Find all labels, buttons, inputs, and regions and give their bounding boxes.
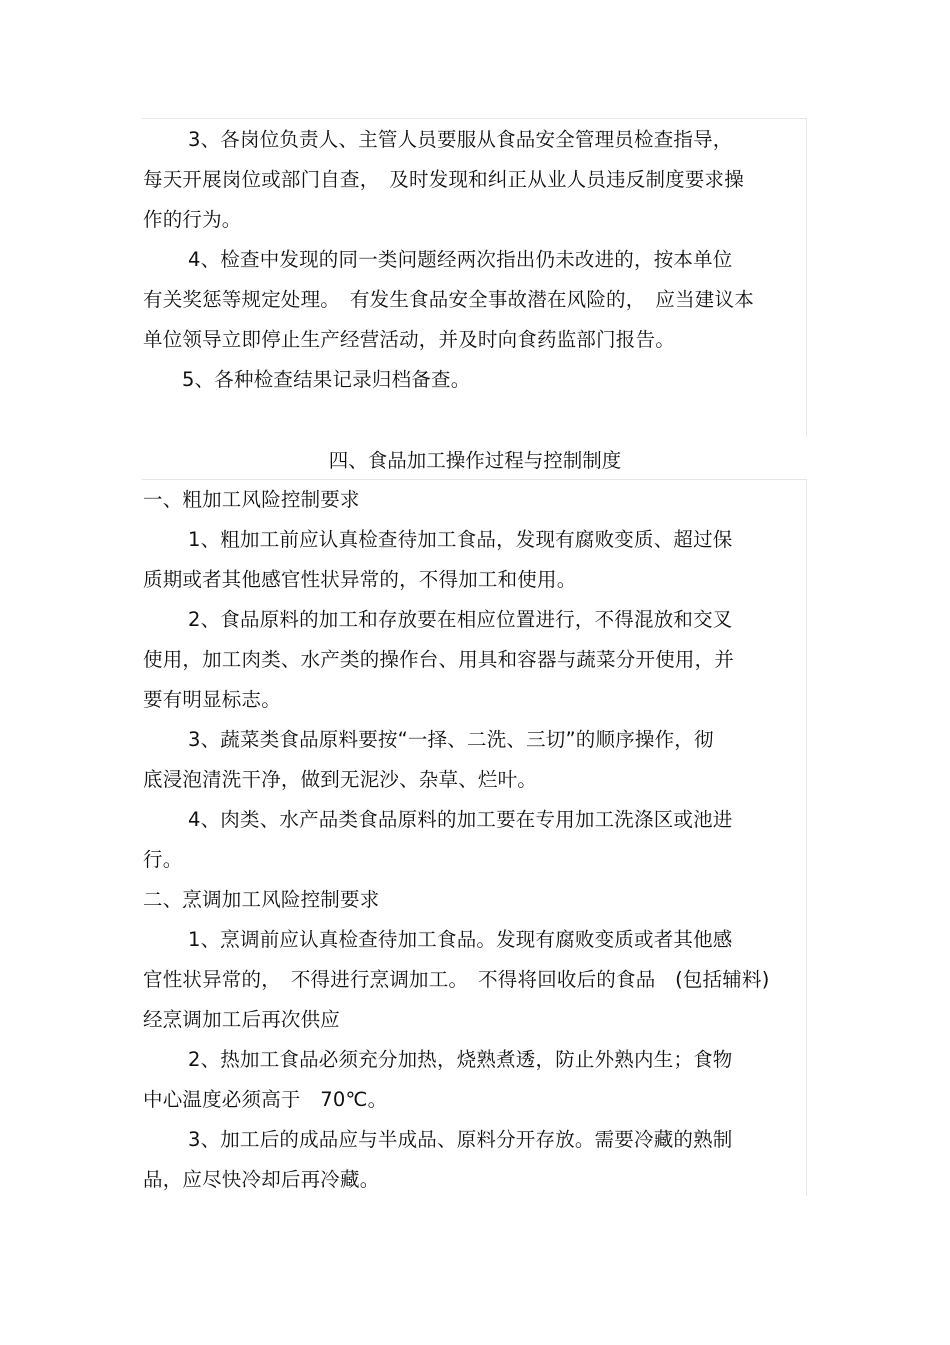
- item-3-line-1: 3、各岗位负责人、主管人员要服从食品安全管理员检查指导，: [188, 128, 733, 151]
- part-1-heading: 一、粗加工风险控制要求: [143, 488, 360, 511]
- part-1-item-4-line-1: 4、肉类、水产品类食品原料的加工要在专用加工洗涤区或池进: [188, 808, 733, 831]
- part-1-item-4-line-2: 行。: [143, 848, 183, 871]
- part-1-item-2-line-3: 要有明显标志。: [143, 688, 281, 711]
- part-1-item-3-line-1: 3、蔬菜类食品原料要按“一择、二洗、三切”的顺序操作，彻: [188, 728, 714, 751]
- part-1-item-1-line-2: 质期或者其他感官性状异常的，不得加工和使用。: [143, 568, 577, 591]
- item-3-line-3: 作的行为。: [143, 208, 242, 231]
- part-2-heading: 二、烹调加工风险控制要求: [143, 888, 380, 911]
- part-2-item-3-line-1: 3、加工后的成品应与半成品、原料分开存放。需要冷藏的熟制: [188, 1128, 733, 1151]
- part-2-item-2-line-1: 2、热加工食品必须充分加热，烧熟煮透，防止外熟内生；食物: [188, 1048, 733, 1071]
- part-1-item-1-line-1: 1、粗加工前应认真检查待加工食品，发现有腐败变质、超过保: [188, 528, 733, 551]
- part-2-item-2-line-2: 中心温度必须高于 70℃。: [143, 1088, 388, 1111]
- part-1-item-2-line-2: 使用，加工肉类、水产类的操作台、用具和容器与蔬菜分开使用，并: [143, 648, 735, 671]
- item-5-line-1: 5、各种检查结果记录归档备查。: [182, 368, 471, 391]
- part-2-item-3-line-2: 品，应尽快冷却后再冷藏。: [143, 1168, 380, 1191]
- part-2-item-1-line-2: 官性状异常的， 不得进行烹调加工。 不得将回收后的食品 (包括辅料): [143, 968, 770, 991]
- part-2-item-1-line-3: 经烹调加工后再次供应: [143, 1008, 341, 1031]
- part-2-item-1-line-1: 1、烹调前应认真检查待加工食品。发现有腐败变质或者其他感: [188, 928, 733, 951]
- section-4-title: 四、食品加工操作过程与控制制度: [328, 449, 622, 472]
- part-1-item-2-line-1: 2、食品原料的加工和存放要在相应位置进行，不得混放和交叉: [188, 608, 733, 631]
- part-1-item-3-line-2: 底浸泡清洗干净，做到无泥沙、杂草、烂叶。: [143, 768, 538, 791]
- item-4-line-3: 单位领导立即停止生产经营活动，并及时向食药监部门报告。: [143, 328, 675, 351]
- item-3-line-2: 每天开展岗位或部门自查， 及时发现和纠正从业人员违反制度要求操: [143, 168, 744, 191]
- item-4-line-1: 4、检查中发现的同一类问题经两次指出仍未改进的，按本单位: [188, 248, 733, 271]
- item-4-line-2: 有关奖惩等规定处理。 有发生食品安全事故潜在风险的， 应当建议本: [143, 288, 754, 311]
